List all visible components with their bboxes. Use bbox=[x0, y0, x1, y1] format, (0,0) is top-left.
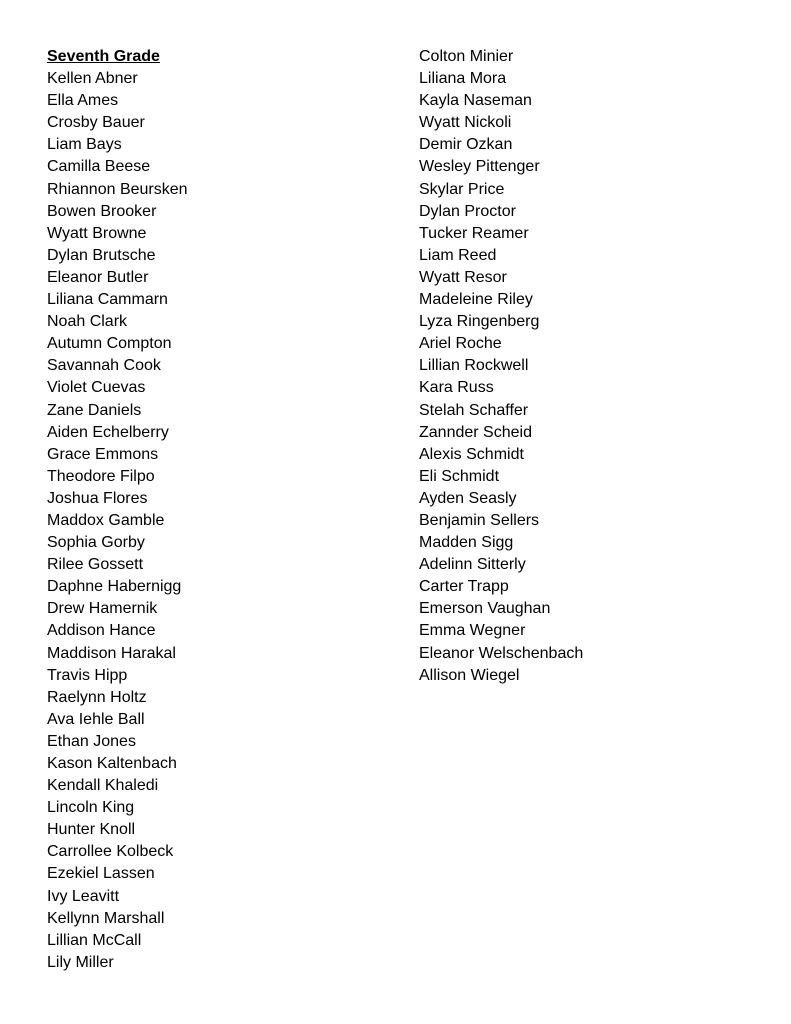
student-name: Rilee Gossett bbox=[47, 556, 144, 574]
student-name: Lillian McCall bbox=[47, 931, 142, 949]
student-name: Ivy Leavitt bbox=[47, 887, 120, 905]
student-name: Adelinn Sitterly bbox=[419, 556, 526, 574]
student-name: Maddison Harakal bbox=[47, 644, 176, 662]
student-name: Dylan Brutsche bbox=[47, 246, 156, 264]
student-name: Lily Miller bbox=[47, 953, 114, 971]
student-name: Travis Hipp bbox=[47, 666, 128, 684]
student-name: Raelynn Holtz bbox=[47, 688, 147, 706]
student-name: Ayden Seasly bbox=[419, 489, 517, 507]
student-name: Eleanor Welschenbach bbox=[419, 644, 584, 662]
student-name: Kara Russ bbox=[419, 379, 494, 397]
student-name: Kayla Naseman bbox=[419, 92, 532, 110]
student-name: Emerson Vaughan bbox=[419, 600, 551, 618]
student-name: Stelah Schaffer bbox=[419, 401, 529, 419]
student-name: Rhiannon Beursken bbox=[47, 180, 188, 198]
student-name: Drew Hamernik bbox=[47, 600, 158, 618]
student-name: Kason Kaltenbach bbox=[47, 755, 177, 772]
student-name: Wyatt Browne bbox=[47, 224, 147, 242]
student-name: Dylan Proctor bbox=[419, 202, 516, 220]
student-name: Sophia Gorby bbox=[47, 534, 145, 552]
student-name: Eleanor Butler bbox=[47, 268, 149, 286]
student-name: Daphne Habernigg bbox=[47, 578, 182, 596]
student-name: Liliana Mora bbox=[419, 70, 507, 88]
student-name: Ezekiel Lassen bbox=[47, 865, 155, 883]
student-name: Alexis Schmidt bbox=[419, 445, 524, 463]
student-name: Liam Reed bbox=[419, 246, 497, 264]
student-name: Liliana Cammarn bbox=[47, 291, 168, 309]
student-name: Benjamin Sellers bbox=[419, 511, 540, 529]
student-name: Wesley Pittenger bbox=[419, 158, 540, 176]
student-name: Ella Ames bbox=[47, 92, 119, 110]
student-name: Addison Hance bbox=[47, 622, 156, 640]
student-name: Tucker Reamer bbox=[419, 224, 529, 242]
student-name: Kellynn Marshall bbox=[47, 909, 165, 927]
student-name: Autumn Compton bbox=[47, 335, 172, 353]
student-name: Demir Ozkan bbox=[419, 136, 513, 154]
student-name: Crosby Bauer bbox=[47, 114, 145, 132]
student-name: Ava Iehle Ball bbox=[47, 710, 145, 728]
student-name: Camilla Beese bbox=[47, 158, 151, 176]
student-name: Zane Daniels bbox=[47, 401, 142, 419]
student-name: Zannder Scheid bbox=[419, 423, 532, 441]
student-name: Hunter Knoll bbox=[47, 821, 136, 839]
student-name: Bowen Brooker bbox=[47, 202, 157, 220]
student-name: Lincoln King bbox=[47, 799, 135, 817]
student-name: Liam Bays bbox=[47, 136, 122, 154]
right-name-column bbox=[419, 46, 759, 687]
student-name: Emma Wegner bbox=[419, 622, 526, 640]
student-name: Maddox Gamble bbox=[47, 511, 165, 529]
section-heading: Seventh Grade bbox=[47, 48, 160, 65]
student-name: Wyatt Nickoli bbox=[419, 114, 512, 132]
student-name: Allison Wiegel bbox=[419, 666, 520, 684]
student-name: Violet Cuevas bbox=[47, 379, 146, 397]
student-name: Ariel Roche bbox=[419, 335, 502, 353]
student-name: Lillian Rockwell bbox=[419, 357, 529, 375]
student-name: Noah Clark bbox=[47, 313, 128, 331]
student-name: Skylar Price bbox=[419, 180, 505, 198]
student-name: Joshua Flores bbox=[47, 489, 148, 507]
student-name: Kellen Abner bbox=[47, 70, 138, 88]
student-name: Grace Emmons bbox=[47, 445, 159, 463]
student-name: Lyza Ringenberg bbox=[419, 313, 540, 331]
student-name: Theodore Filpo bbox=[47, 467, 155, 485]
student-name: Colton Minier bbox=[419, 48, 514, 65]
student-name: Madden Sigg bbox=[419, 534, 514, 552]
student-name: Carrollee Kolbeck bbox=[47, 843, 174, 861]
student-name: Aiden Echelberry bbox=[47, 423, 169, 441]
student-name: Savannah Cook bbox=[47, 357, 161, 375]
left-name-column bbox=[47, 46, 377, 974]
student-name: Kendall Khaledi bbox=[47, 777, 159, 795]
student-name: Wyatt Resor bbox=[419, 268, 507, 286]
student-name: Eli Schmidt bbox=[419, 467, 500, 485]
student-name: Carter Trapp bbox=[419, 578, 509, 596]
student-name: Madeleine Riley bbox=[419, 291, 533, 309]
student-name: Ethan Jones bbox=[47, 732, 136, 750]
